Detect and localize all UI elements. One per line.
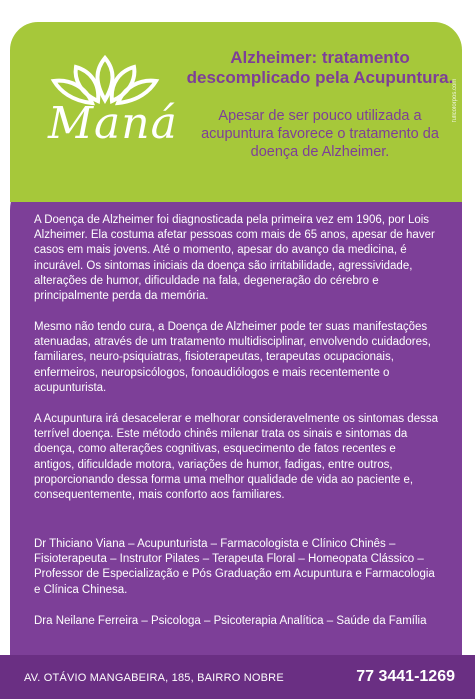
paragraph-5: Dra Neilane Ferreira – Psicologa – Psicoterapia Analítica – Saúde da Família [34,615,427,627]
paragraph-4: Dr Thiciano Viana – Acupunturista – Farmacologista e Clínico Chinês – Fisioterapeuta – Instrutor Pilates – Terapeuta Floral – Homeopata Clássico – Professor de Especialização e Pós Graduação em Acupuntura e Farmacologia e Clínica Chinesa. [34,538,435,596]
footer-phone[interactable]: 77 3441-1269 [356,668,455,685]
page-subtitle: Apesar de ser pouco utilizada a acupuntura favorece o tratamento da doença de Alzheimer. [201,108,439,160]
footer-address: AV. OTÁVIO MANGABEIRA, 185, BAIRRO NOBRE [24,672,284,684]
paragraph-2: Mesmo não tendo cura, a Doença de Alzheimer pode ter suas manifestações atenuadas, através de um tratamento multidisciplinar, envolvendo cuidadores, familiares, neuro-psiquiatras, fisioterapeutas, terapeutas ocupacionais, enfermeiros, neuropsicólogos, fonoaudiólogos e mais recentemente o acupunturista. [34,321,431,394]
vertical-credit: fullcolorpos.com [452,78,458,122]
paragraph-1: A Doença de Alzheimer foi diagnosticada pela primeira vez em 1906, por Lois Alzheimer. Ela costuma afetar pessoas com mais de 65 anos, apesar de haver casos em mais jovens. Até o momento, apesar do avanço da medicina, é incurável. Os sintomas iniciais da doença são irritabilidade, agressividade, alterações de humor, dificuldade na fala, degeneração do cérebro e principalmente perda da memória. [34,214,435,303]
header-curve [10,172,70,202]
brand-name: Maná [48,98,178,149]
paragraph-3: A Acupuntura irá desacelerar e melhorar consideravelmente os sintomas dessa terrível doença. Este método chinês milenar trata os sinais e sintomas da doença, como alterações cognitivas, esquecimento de fatos recentes e antigos, dificuldade motora, variações de humor, fadigas, entre outros, proporcionando dessa forma uma melhor qualidade de vida ao paciente e, consequentemente, mais conforto aos familiares. [34,413,438,502]
page-title: Alzheimer: tratamento descomplicado pela Acupuntura. [186,48,454,87]
